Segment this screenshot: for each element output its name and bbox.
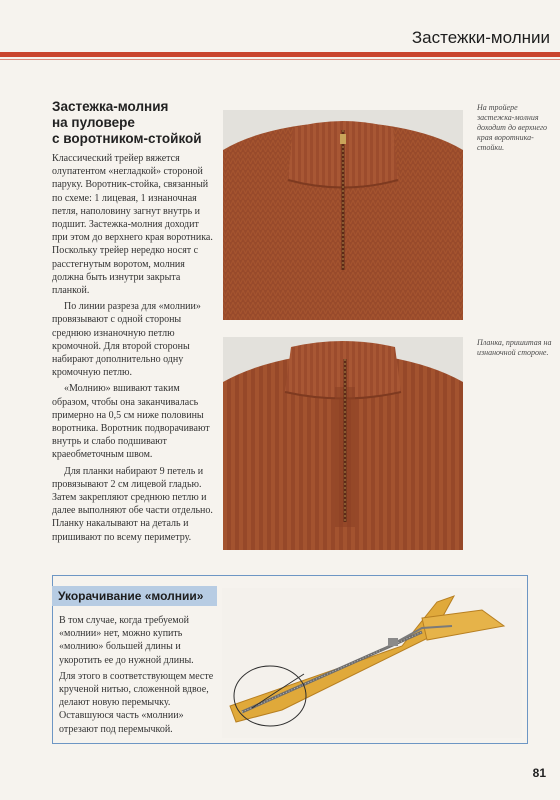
body-paragraph: «Молнию» вшивают таким образом, чтобы она заканчивалась примерно на 0,5 см ниже половины воротника. Воротник подворачивают внутрь и слабо подшивают краеобметочным швом.	[52, 383, 210, 461]
body-paragraph: Для этого в соответствующем месте крученой нитью, сложенной вдвое, делают новую перемычку. Оставшуюся часть «молнии» отрезают под перемычкой.	[59, 670, 214, 735]
photo-sweater-collar-zipper	[223, 110, 463, 320]
section-title-line: Застежка-молния	[52, 99, 169, 114]
section-title-line: с воротником-стойкой	[52, 131, 202, 146]
photo-caption: На тройере застежка-молния доходит до верхнего края воротника-стойки.	[477, 103, 548, 152]
section-title-zipper-pullover	[52, 99, 232, 147]
header-rule-thin	[0, 59, 560, 60]
box-body	[59, 614, 221, 739]
body-paragraph: В том случае, когда требуемой «молнии» нет, можно купить «молнию» большей длины и укоротить ее до нужной длины.	[59, 615, 194, 666]
chapter-title: Застежки-молнии	[411, 28, 550, 47]
photo-zipper-shortening	[222, 588, 522, 738]
page-header	[0, 0, 560, 58]
section-body-zipper-pullover	[52, 152, 214, 547]
section-title-line: на пуловере	[52, 115, 135, 130]
body-paragraph: По линии разреза для «молнии» провязывают с одной стороны среднюю изнаночную петлю кромочной. Для второй стороны набирают дополнительно одну кромочную петлю.	[52, 301, 201, 379]
photo-caption: Планка, пришитая на изнаночной стороне.	[477, 338, 552, 357]
page-number: 81	[532, 766, 546, 780]
photo-sweater-placket	[223, 337, 463, 550]
header-rule	[0, 52, 560, 57]
box-title: Укорачивание «молнии»	[58, 589, 204, 603]
body-paragraph: Для планки набирают 9 петель и провязывают 2 см лицевой гладью. Затем закрепляют среднюю петлю и далее выполняют обе части отдельно. Планку накалывают на деталь и пришивают по всему периметру.	[52, 465, 213, 543]
body-paragraph: Классический трейер вяжется олупатентом «негладкой» стороной паруку. Воротник-стойка, связанный по схеме: 1 лицевая, 1 изнаночная петля, наполовину загнут внутрь и подшит. Застежка-молния доходит при этом до верхнего края воротника. Поскольку трейер нередко носят с расстегнутым воротом, молния должна быть изнутри закрыта планкой.	[52, 153, 213, 297]
